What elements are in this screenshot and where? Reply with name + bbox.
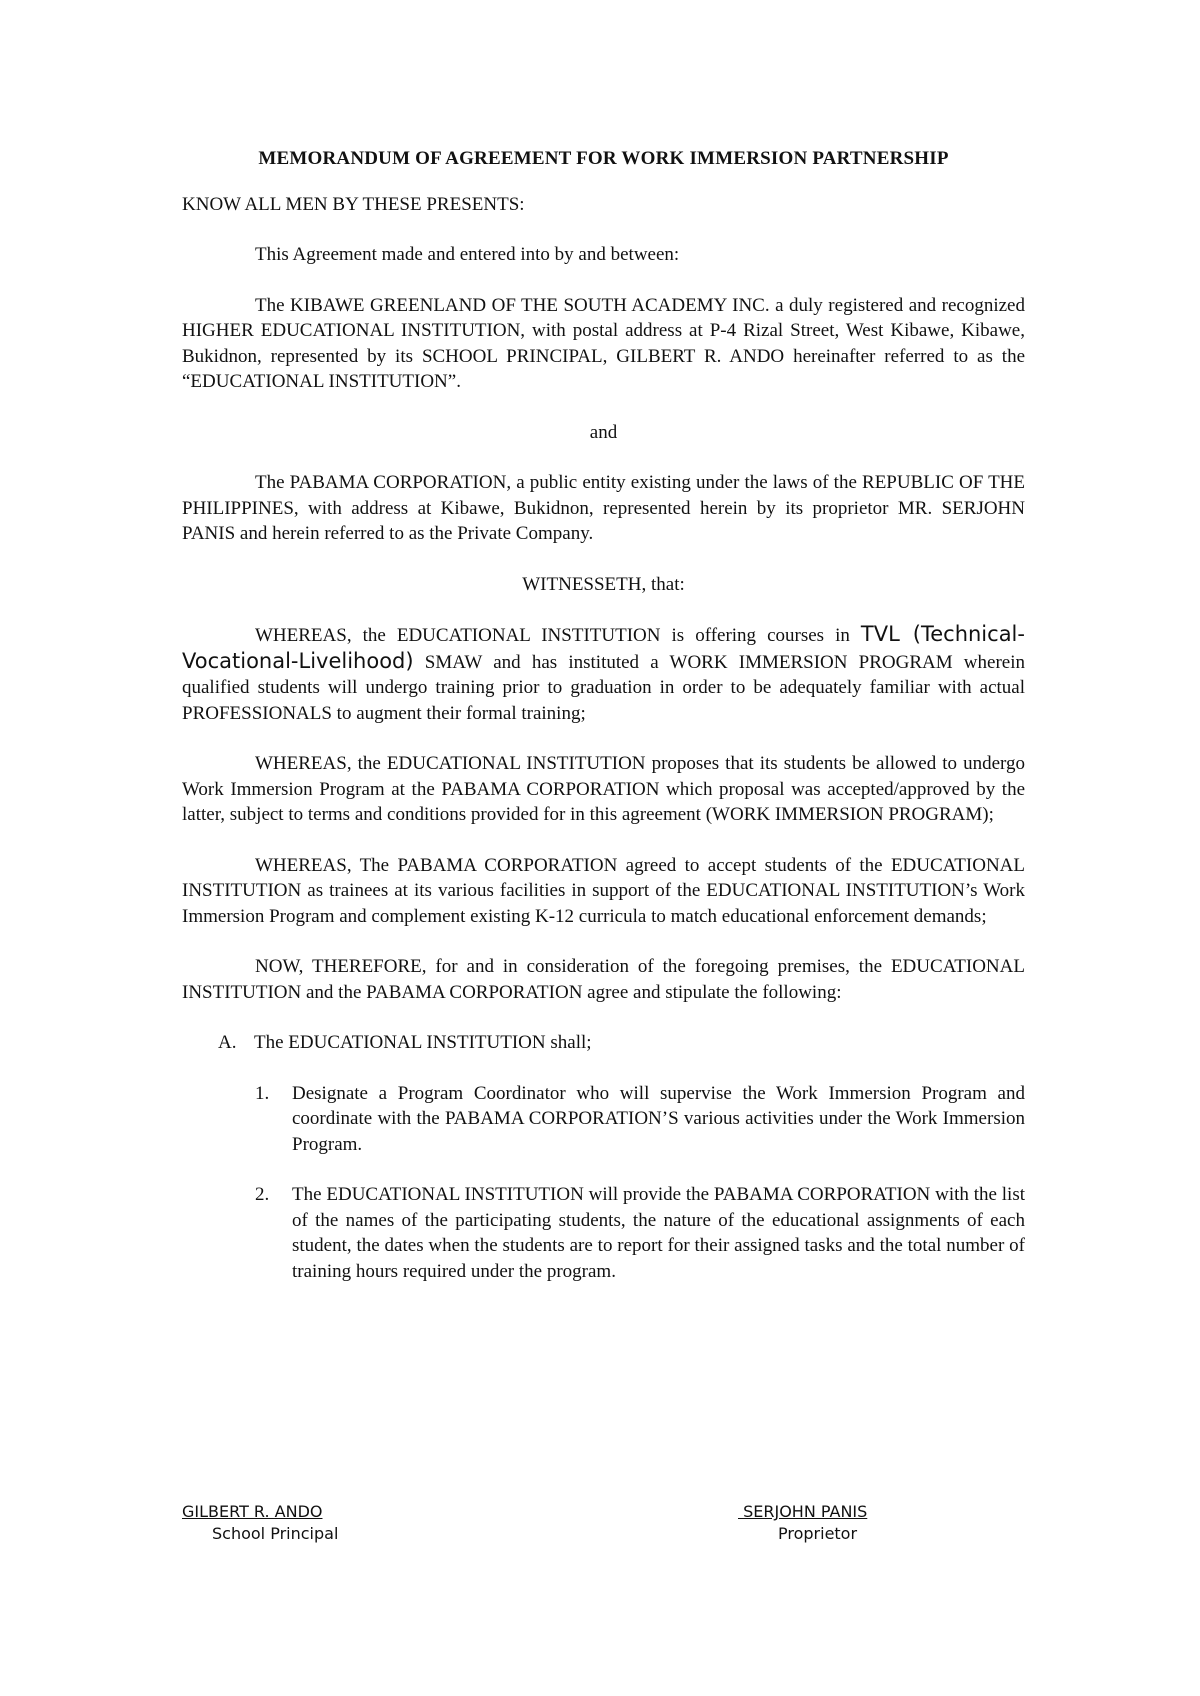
section-a-list (182, 1081, 1025, 1285)
document-title: MEMORANDUM OF AGREEMENT FOR WORK IMMERSION PARTNERSHIP (258, 148, 949, 169)
signature-right (738, 1501, 867, 1545)
list-item-number: 2. (255, 1184, 270, 1205)
witnesseth-heading: WITNESSETH, that: (522, 573, 685, 595)
list-item-text: Designate a Program Coordinator who will supervise the Work Immersion Program and coordinate with the PABAMA CORPORATION’S various activities under the Work Immersion Program. (292, 1082, 1025, 1155)
whereas-1-after: SMAW and has instituted a WORK IMMERSION PROGRAM wherein qualified students will undergo training prior to graduation in order to be adequately familiar with actual PROFESSIONALS to augment their formal training; (182, 651, 1025, 724)
signatory-name-principal: GILBERT R. ANDO (182, 1502, 323, 1521)
intro-paragraph: This Agreement made and entered into by and between: (255, 244, 680, 265)
section-a-heading (182, 1030, 1025, 1056)
know-all-men-line: KNOW ALL MEN BY THESE PRESENTS: (182, 193, 525, 215)
list-item (255, 1182, 1025, 1284)
signatory-role-proprietor: Proprietor (778, 1524, 858, 1543)
section-a-text: The EDUCATIONAL INSTITUTION shall; (254, 1032, 592, 1053)
list-item (255, 1081, 1025, 1158)
signatory-name-proprietor: SERJOHN PANIS (738, 1502, 868, 1521)
and-separator: and (589, 421, 618, 443)
whereas-paragraph-3: WHEREAS, The PABAMA CORPORATION agreed to accept students of the EDUCATIONAL INSTITUTION as trainees at its various facilities in support of the EDUCATIONAL INSTITUTION’s Work Immersion Program and complement existing K-12 curricula to match educational enforcement demands; (182, 854, 1025, 927)
party-one-paragraph: The KIBAWE GREENLAND OF THE SOUTH ACADEMY INC. a duly registered and recognized HIGHER EDUCATIONAL INSTITUTION, with postal address at P-4 Rizal Street, West Kibawe, Kibawe, Bukidnon, represented by its SCHOOL PRINCIPAL, GILBERT R. ANDO hereinafter referred to as the “EDUCATIONAL INSTITUTION”. (182, 294, 1025, 392)
whereas-1-tvl: TVL (Technical-Vocational-Livelihood) (182, 622, 1025, 673)
list-item-text: The EDUCATIONAL INSTITUTION will provide the PABAMA CORPORATION with the list of the names of the participating students, the nature of the educational assignments of each student, the dates when the students are to report for their assigned tasks and the total number of training hours required under the program. (292, 1184, 1025, 1282)
list-item-number: 1. (255, 1082, 270, 1104)
section-a-marker: A. (218, 1032, 237, 1053)
whereas-1-before: WHEREAS, the EDUCATIONAL INSTITUTION is offering courses in (255, 625, 861, 646)
whereas-paragraph-2: WHEREAS, the EDUCATIONAL INSTITUTION proposes that its students be allowed to undergo Work Immersion Program at the PABAMA CORPORATION which proposal was accepted/approved by the latter, subject to terms and conditions provided for in this agreement (WORK IMMERSION PROGRAM); (182, 753, 1025, 825)
now-therefore-paragraph: NOW, THEREFORE, for and in consideration of the foregoing premises, the EDUCATIONAL INSTITUTION and the PABAMA CORPORATION agree and stipulate the following: (182, 956, 1025, 1003)
signature-left (182, 1501, 338, 1545)
whereas-paragraph-1 (182, 622, 1025, 726)
party-two-paragraph: The PABAMA CORPORATION, a public entity existing under the laws of the REPUBLIC OF THE PHILIPPINES, with address at Kibawe, Bukidnon, represented herein by its proprietor MR. SERJOHN PANIS and herein referred to as the Private Company. (182, 472, 1025, 544)
signatory-role-principal: School Principal (212, 1524, 339, 1543)
